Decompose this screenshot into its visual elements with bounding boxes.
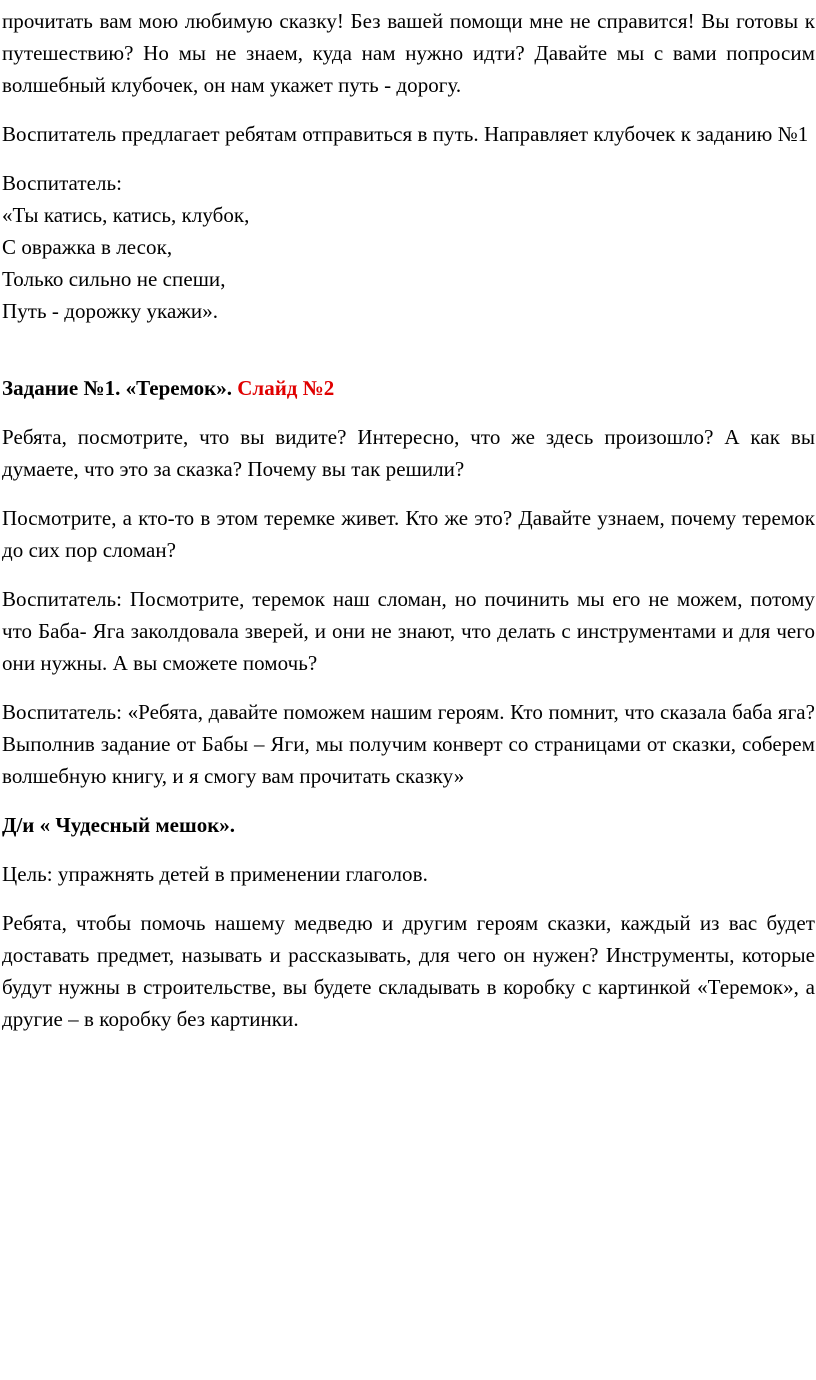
task1-title: Задание №1. «Теремок». — [2, 376, 238, 400]
verse-block — [2, 167, 815, 327]
body-paragraph: Ребята, посмотрите, что вы видите? Интересно, что же здесь произошло? А как вы думаете, что это за сказка? Почему вы так решили? — [2, 425, 815, 481]
verse-line: «Ты катись, катись, клубок, — [2, 203, 250, 227]
final-paragraph: Ребята, чтобы помочь нашему медведю и другим героям сказки, каждый из вас будет доставать предмет, называть и рассказывать, для чего он нужен? Инструменты, которые будут нужны в строительстве, вы будете складывать в коробку с картинкой «Теремок», а другие – в коробку без картинки. — [2, 911, 815, 1031]
body-paragraph: Воспитатель: Посмотрите, теремок наш сломан, но починить мы его не можем, потому что Баба- Яга заколдовала зверей, и они не знают, что делать с инструментами и для чего они нужны. А вы сможете помочь? — [2, 587, 815, 675]
task1-heading — [2, 372, 816, 404]
body-paragraph: Воспитатель: «Ребята, давайте поможем нашим героям. Кто помнит, что сказала баба яга? Выполнив задание от Бабы – Яги, мы получим конверт со страницами от сказки, соберем волшебную книгу, и я смогу вам прочитать сказку» — [2, 700, 815, 788]
verse-line: С овражка в лесок, — [2, 235, 173, 259]
verse-line: Путь - дорожку укажи». — [2, 299, 219, 323]
slide-label: Слайд №2 — [237, 376, 335, 400]
verse-speaker: Воспитатель: — [2, 171, 123, 195]
direction-paragraph: Воспитатель предлагает ребятам отправиться в путь. Направляет клубочек к заданию №1 — [2, 122, 809, 146]
intro-paragraph: прочитать вам мою любимую сказку! Без вашей помощи мне не справится! Вы готовы к путешествию? Но мы не знаем, куда нам нужно идти? Давайте мы с вами попросим волшебный клубочек, он нам укажет путь - дорогу. — [2, 9, 815, 97]
verse-line: Только сильно не спеши, — [2, 267, 226, 291]
game-title: Д/и « Чудесный мешок». — [2, 813, 236, 837]
goal-paragraph: Цель: упражнять детей в применении глаголов. — [2, 862, 428, 886]
body-paragraph: Посмотрите, а кто-то в этом теремке живет. Кто же это? Давайте узнаем, почему теремок до сих пор сломан? — [2, 506, 815, 562]
